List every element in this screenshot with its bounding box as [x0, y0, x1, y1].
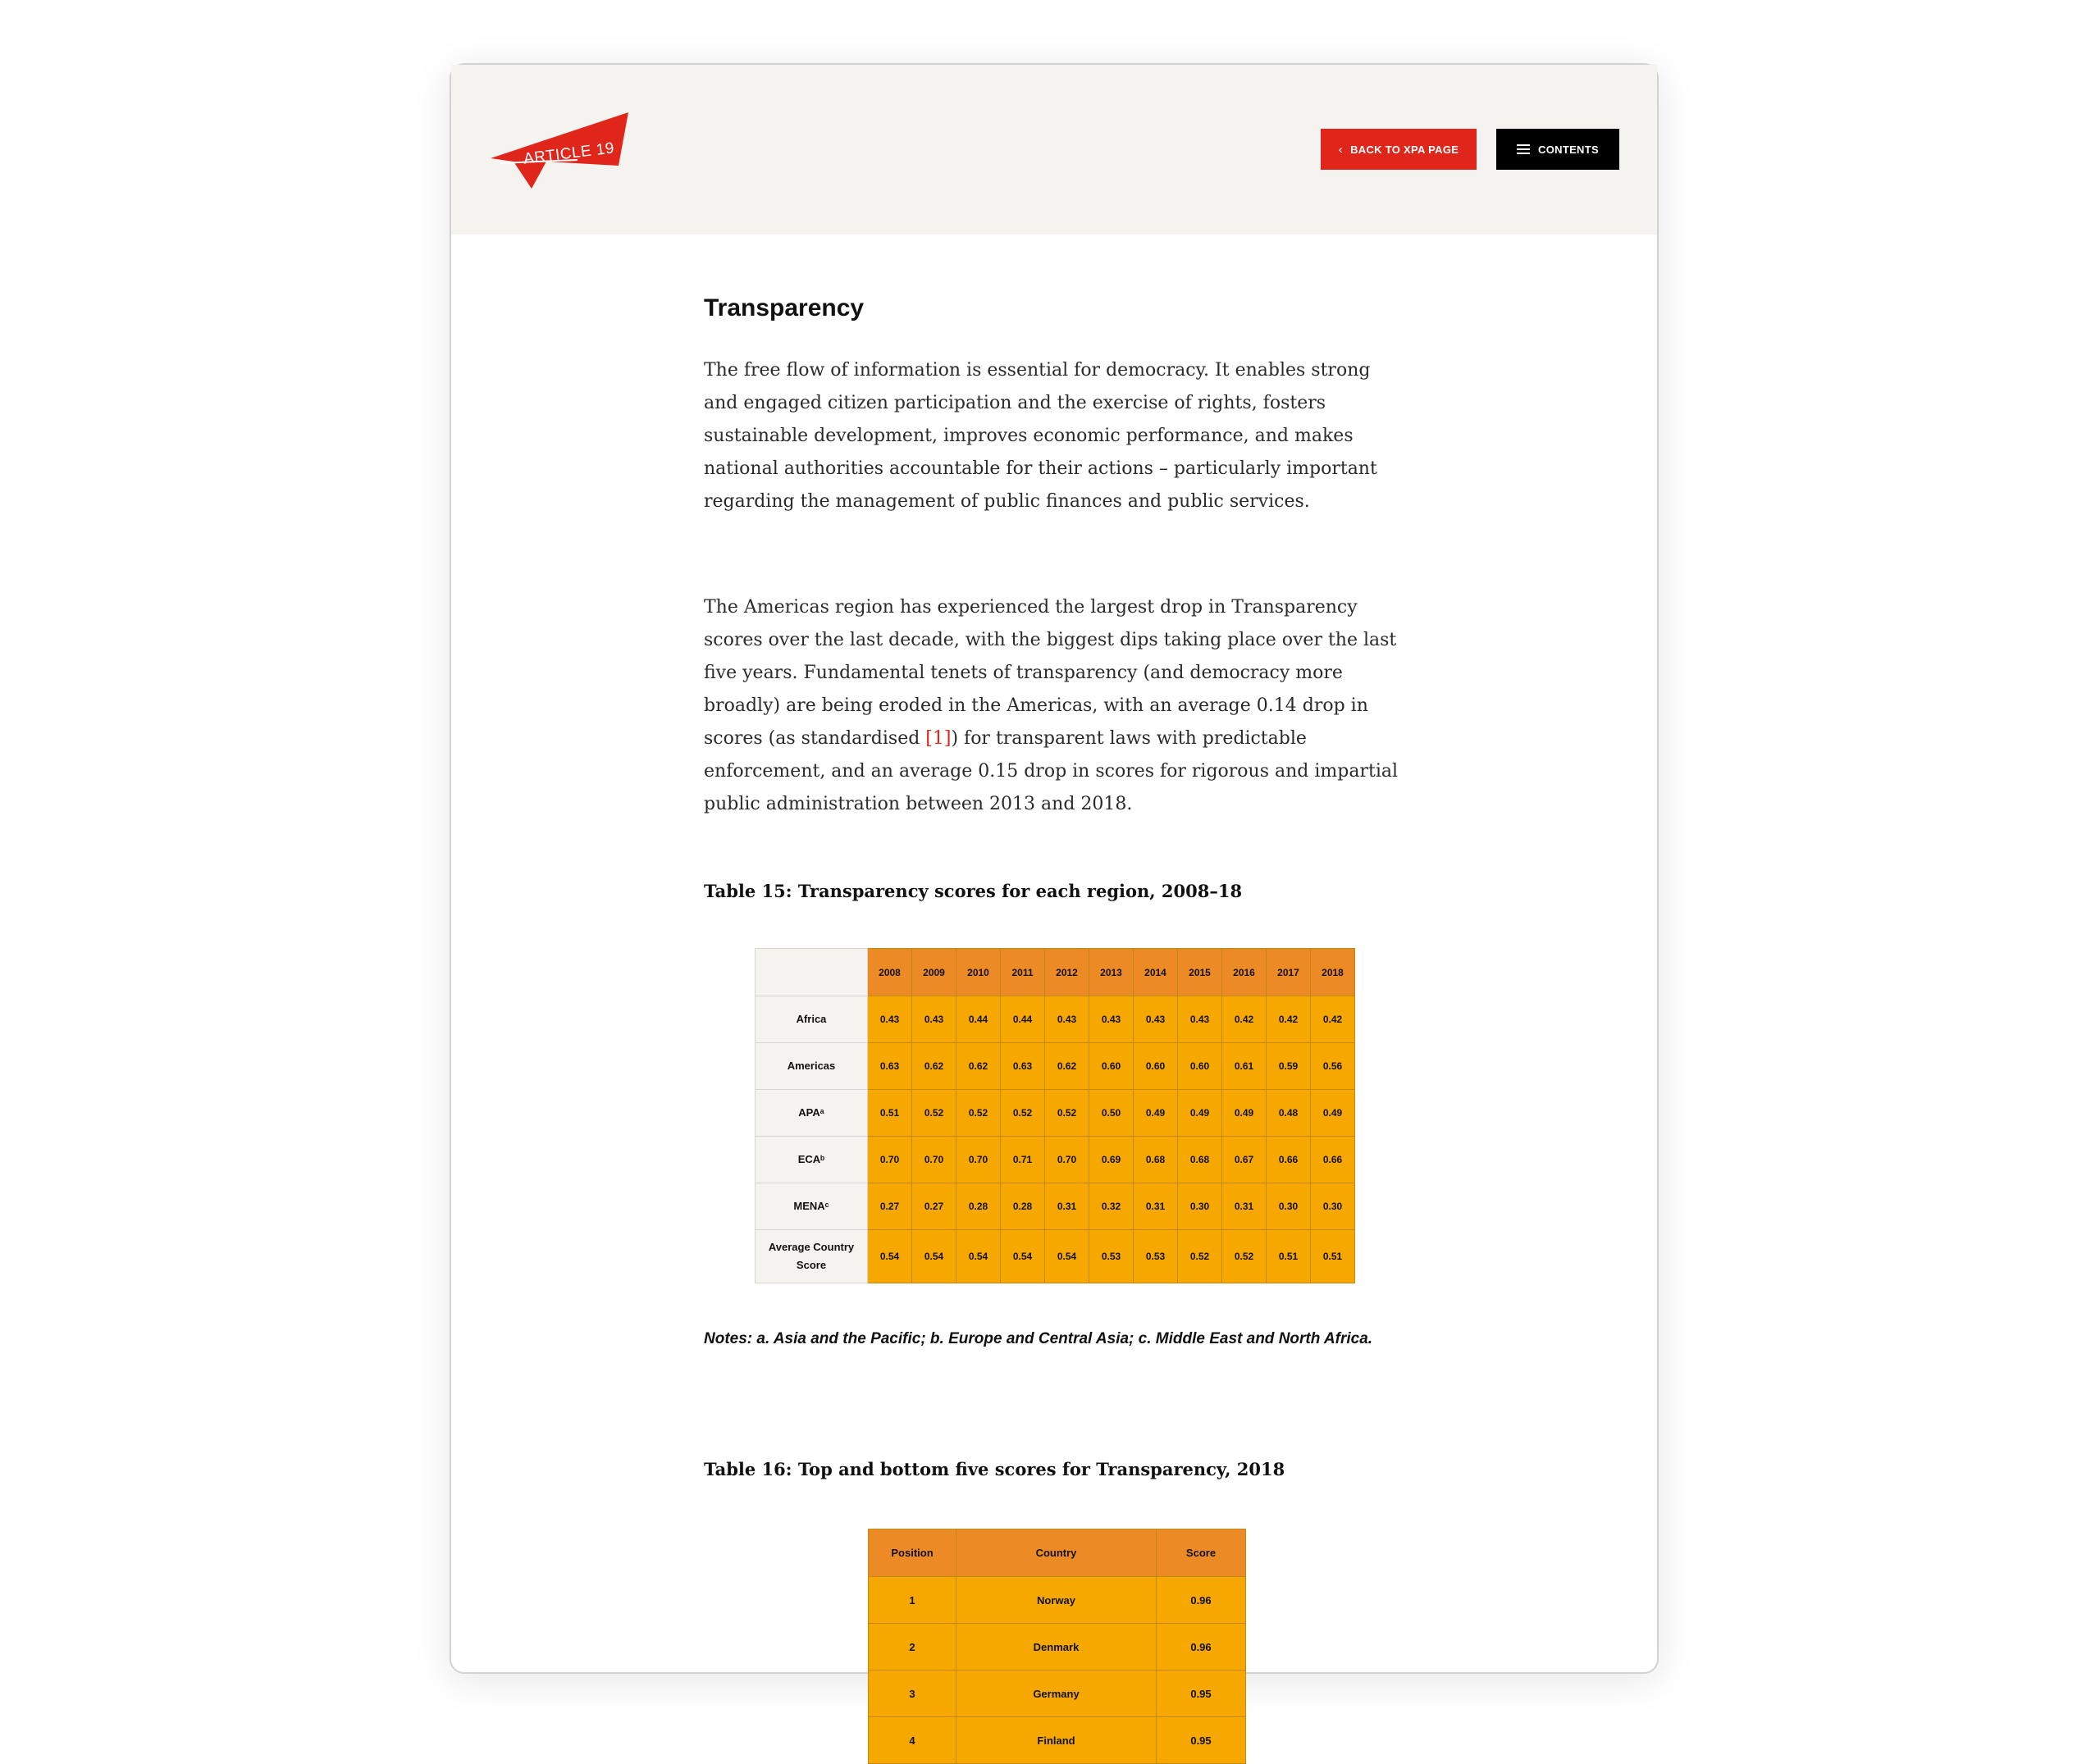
score-cell: 0.96 [1157, 1624, 1246, 1671]
score-cell: 0.66 [1267, 1137, 1311, 1183]
contents-button-label: CONTENTS [1538, 143, 1599, 156]
score-cell: 0.67 [1222, 1137, 1267, 1183]
score-cell: 0.63 [1001, 1043, 1045, 1090]
score-cell: 0.48 [1267, 1090, 1311, 1137]
score-cell: 0.42 [1311, 996, 1355, 1043]
article19-logo[interactable] [489, 112, 637, 194]
score-cell: 0.43 [1089, 996, 1134, 1043]
score-header: Score [1157, 1529, 1246, 1577]
score-cell: 0.52 [1178, 1230, 1222, 1283]
score-cell: 0.54 [868, 1230, 912, 1283]
table-row [756, 1230, 1355, 1283]
region-label: ECAᵇ [756, 1137, 868, 1183]
score-cell: 0.43 [1045, 996, 1089, 1043]
region-label: APAᵃ [756, 1090, 868, 1137]
table-row [756, 1137, 1355, 1183]
score-cell: 0.66 [1311, 1137, 1355, 1183]
score-cell: 0.68 [1134, 1137, 1178, 1183]
score-cell: 0.69 [1089, 1137, 1134, 1183]
score-cell: 0.52 [1001, 1090, 1045, 1137]
table-16-caption: Table 16: Top and bottom five scores for Transparency, 2018 [704, 1459, 1285, 1479]
article-content [704, 294, 1409, 1747]
score-cell: 0.28 [1001, 1183, 1045, 1230]
score-cell: 0.62 [912, 1043, 956, 1090]
country-cell: Germany [956, 1671, 1157, 1717]
year-header: 2016 [1222, 949, 1267, 996]
table-row [869, 1671, 1246, 1717]
chevron-left-icon: ‹ [1338, 142, 1344, 157]
score-cell: 0.68 [1178, 1137, 1222, 1183]
table-row [756, 1043, 1355, 1090]
paragraph-1: The free flow of information is essential for democracy. It enables strong and engaged citizen participation and the exercise of rights, fosters sustainable development, improves economic performance, and makes national authorities accountable for their actions – particularly important regarding the management of public finances and public services. [704, 360, 1377, 512]
table-row [869, 1624, 1246, 1671]
score-cell: 0.44 [1001, 996, 1045, 1043]
score-cell: 0.70 [912, 1137, 956, 1183]
footnote-link[interactable]: [1] [925, 728, 952, 749]
score-cell: 0.43 [1178, 996, 1222, 1043]
score-cell: 0.60 [1178, 1043, 1222, 1090]
score-cell: 0.27 [868, 1183, 912, 1230]
score-cell: 0.43 [868, 996, 912, 1043]
country-header: Country [956, 1529, 1157, 1577]
score-cell: 0.31 [1134, 1183, 1178, 1230]
score-cell: 0.27 [912, 1183, 956, 1230]
position-header: Position [869, 1529, 956, 1577]
score-cell: 0.71 [1001, 1137, 1045, 1183]
position-cell: 3 [869, 1671, 956, 1717]
score-cell: 0.63 [868, 1043, 912, 1090]
score-cell: 0.51 [1311, 1230, 1355, 1283]
score-cell: 0.96 [1157, 1577, 1246, 1624]
browser-window [450, 63, 1659, 1747]
region-label: Average Country Score [756, 1230, 868, 1283]
table-row [756, 996, 1355, 1043]
table-15-caption: Table 15: Transparency scores for each region, 2008–18 [704, 881, 1243, 901]
position-cell: 2 [869, 1624, 956, 1671]
score-cell: 0.42 [1267, 996, 1311, 1043]
score-cell: 0.30 [1267, 1183, 1311, 1230]
menu-icon [1517, 144, 1530, 154]
year-header: 2009 [912, 949, 956, 996]
score-cell: 0.70 [868, 1137, 912, 1183]
score-cell: 0.30 [1311, 1183, 1355, 1230]
score-cell: 0.51 [868, 1090, 912, 1137]
score-cell: 0.56 [1311, 1043, 1355, 1090]
score-cell: 0.70 [1045, 1137, 1089, 1183]
score-cell: 0.60 [1134, 1043, 1178, 1090]
score-cell: 0.60 [1089, 1043, 1134, 1090]
score-cell: 0.52 [956, 1090, 1001, 1137]
score-cell: 0.52 [912, 1090, 956, 1137]
score-cell: 0.42 [1222, 996, 1267, 1043]
back-to-xpa-button[interactable] [1321, 129, 1477, 170]
score-cell: 0.54 [912, 1230, 956, 1283]
year-header: 2013 [1089, 949, 1134, 996]
paragraph-2-text: The Americas region has experienced the largest drop in Transparency scores over the last decade, with the biggest dips taking place over the last five years. Fundamental tenets of transparency (and democracy more broadly) are being eroded in the Americas, with an average 0.14 drop in scores (as standardised [704, 597, 1397, 749]
table-header-row [869, 1529, 1246, 1577]
score-cell: 0.30 [1178, 1183, 1222, 1230]
score-cell: 0.61 [1222, 1043, 1267, 1090]
score-cell: 0.62 [956, 1043, 1001, 1090]
country-cell: Denmark [956, 1624, 1157, 1671]
score-cell: 0.59 [1267, 1043, 1311, 1090]
score-cell: 0.54 [1001, 1230, 1045, 1283]
score-cell: 0.70 [956, 1137, 1001, 1183]
country-cell: Norway [956, 1577, 1157, 1624]
table-corner-cell [756, 949, 868, 996]
score-cell: 0.44 [956, 996, 1001, 1043]
score-cell: 0.50 [1089, 1090, 1134, 1137]
transparency-scores-table [755, 948, 1355, 1283]
page-title: Transparency [704, 294, 865, 321]
country-cell: Finland [956, 1717, 1157, 1764]
score-cell: 0.62 [1045, 1043, 1089, 1090]
score-cell: 0.54 [956, 1230, 1001, 1283]
score-cell: 0.31 [1045, 1183, 1089, 1230]
year-header: 2010 [956, 949, 1001, 996]
year-header: 2008 [868, 949, 912, 996]
contents-button[interactable] [1496, 129, 1619, 170]
region-label: Africa [756, 996, 868, 1043]
year-header: 2011 [1001, 949, 1045, 996]
score-cell: 0.49 [1222, 1090, 1267, 1137]
score-cell: 0.51 [1267, 1230, 1311, 1283]
year-header: 2018 [1311, 949, 1355, 996]
score-cell: 0.32 [1089, 1183, 1134, 1230]
table-header-row [756, 949, 1355, 996]
score-cell: 0.31 [1222, 1183, 1267, 1230]
top-bottom-scores-table [868, 1529, 1246, 1764]
region-label: MENAᶜ [756, 1183, 868, 1230]
year-header: 2012 [1045, 949, 1089, 996]
site-header [451, 65, 1657, 235]
score-cell: 0.43 [1134, 996, 1178, 1043]
year-header: 2015 [1178, 949, 1222, 996]
table-row [869, 1577, 1246, 1624]
score-cell: 0.49 [1311, 1090, 1355, 1137]
score-cell: 0.53 [1134, 1230, 1178, 1283]
year-header: 2014 [1134, 949, 1178, 996]
score-cell: 0.53 [1089, 1230, 1134, 1283]
score-cell: 0.49 [1134, 1090, 1178, 1137]
back-button-label: BACK TO XPA PAGE [1350, 143, 1459, 156]
paragraph-2-text-end: ) for transparent laws with predictable enforcement, and an average 0.15 drop in scores for rigorous and impartial public administration between 2013 and 2018. [704, 728, 1399, 814]
score-cell: 0.54 [1045, 1230, 1089, 1283]
table-row [756, 1183, 1355, 1230]
score-cell: 0.95 [1157, 1671, 1246, 1717]
position-cell: 1 [869, 1577, 956, 1624]
score-cell: 0.52 [1222, 1230, 1267, 1283]
position-cell: 4 [869, 1717, 956, 1764]
score-cell: 0.52 [1045, 1090, 1089, 1137]
logo-text: ARTICLE 19 [523, 139, 616, 168]
score-cell: 0.28 [956, 1183, 1001, 1230]
year-header: 2017 [1267, 949, 1311, 996]
score-cell: 0.95 [1157, 1717, 1246, 1764]
score-cell: 0.49 [1178, 1090, 1222, 1137]
paragraph-2 [704, 591, 1409, 821]
table-row [756, 1090, 1355, 1137]
region-label: Americas [756, 1043, 868, 1090]
score-cell: 0.43 [912, 996, 956, 1043]
table-row [869, 1717, 1246, 1764]
table-15-notes: Notes: a. Asia and the Pacific; b. Europe and Central Asia; c. Middle East and North Africa. [704, 1330, 1373, 1347]
